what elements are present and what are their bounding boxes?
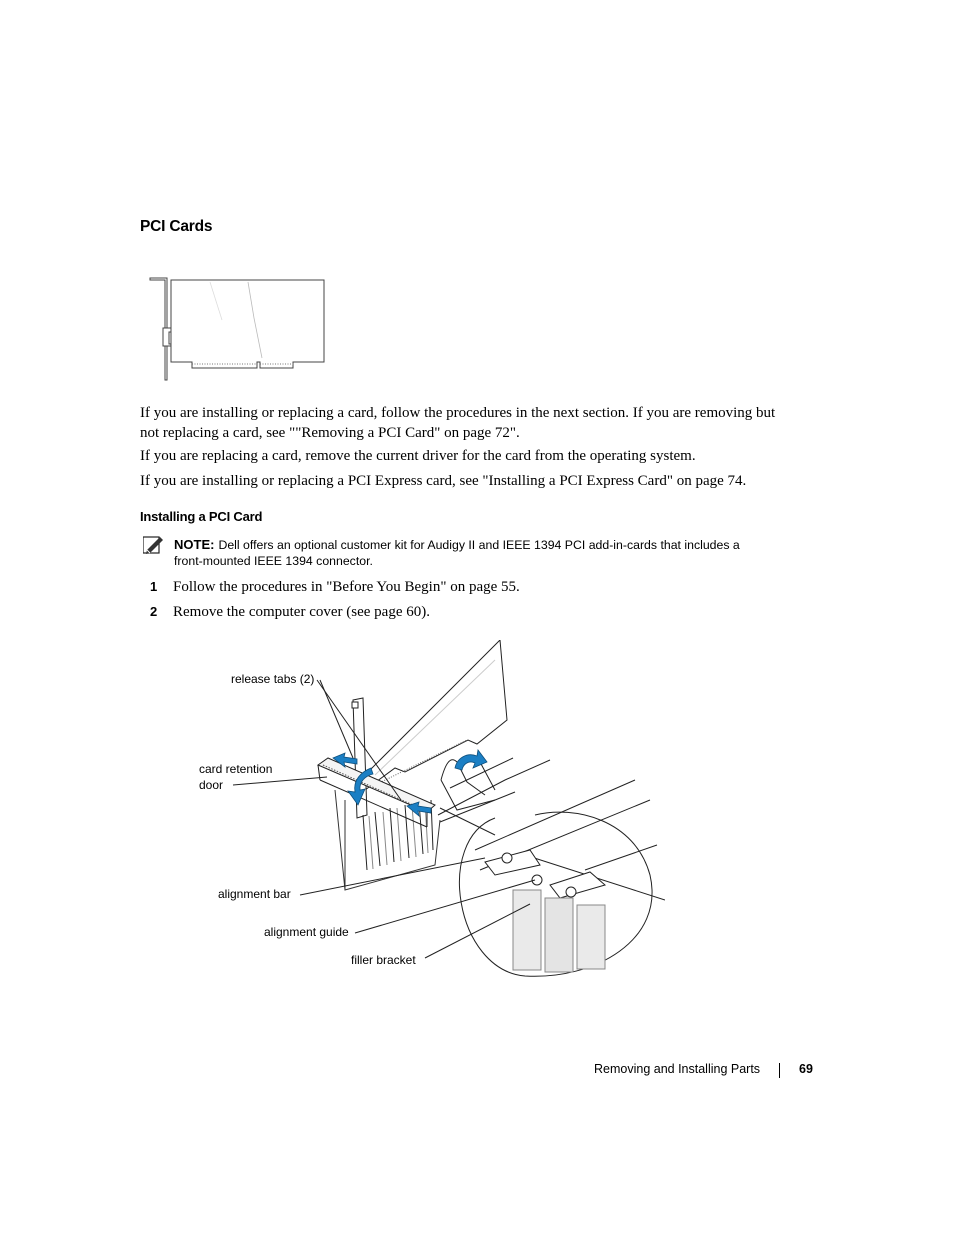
footer-section-title: Removing and Installing Parts <box>594 1062 761 1076</box>
pci-card-illustration <box>148 272 330 384</box>
paragraph-install-or-replace: If you are installing or replacing a card, follow the procedures in the next section. If you are removing but not replacing a card, see ""Removing a PCI Card" on page 72". <box>140 405 776 441</box>
step-number: 2 <box>150 604 158 619</box>
step-1 <box>150 577 520 597</box>
note-label: NOTE: <box>174 537 215 552</box>
note-text: Dell offers an optional customer kit for Audigy II and IEEE 1394 PCI add-in-cards that includes a front-mounted IEEE 1394 connector. <box>174 538 740 568</box>
label-filler-bracket: filler bracket <box>351 953 416 967</box>
step-2 <box>150 602 430 622</box>
page-number: 69 <box>799 1062 813 1076</box>
pencil-note-icon <box>143 535 165 555</box>
step-text: Follow the procedures in "Before You Begin" on page 55. <box>173 579 520 595</box>
section-heading: PCI Cards <box>140 218 213 235</box>
step-number: 1 <box>150 579 158 594</box>
label-alignment-guide: alignment guide <box>264 925 349 939</box>
label-card-retention-door: door <box>199 778 224 792</box>
label-release-tabs: release tabs (2) <box>231 672 315 686</box>
paragraph-replace-driver: If you are replacing a card, remove the current driver for the card from the operating system. <box>140 448 696 464</box>
subsection-heading: Installing a PCI Card <box>140 509 263 524</box>
note-box <box>174 537 764 569</box>
label-alignment-bar: alignment bar <box>218 887 291 901</box>
step-text: Remove the computer cover (see page 60). <box>173 604 430 620</box>
footer-divider <box>779 1063 780 1078</box>
paragraph-pci-express: If you are installing or replacing a PCI Express card, see "Installing a PCI Express Card" on page 74. <box>140 473 747 489</box>
label-card-retention: card retention <box>199 762 273 776</box>
